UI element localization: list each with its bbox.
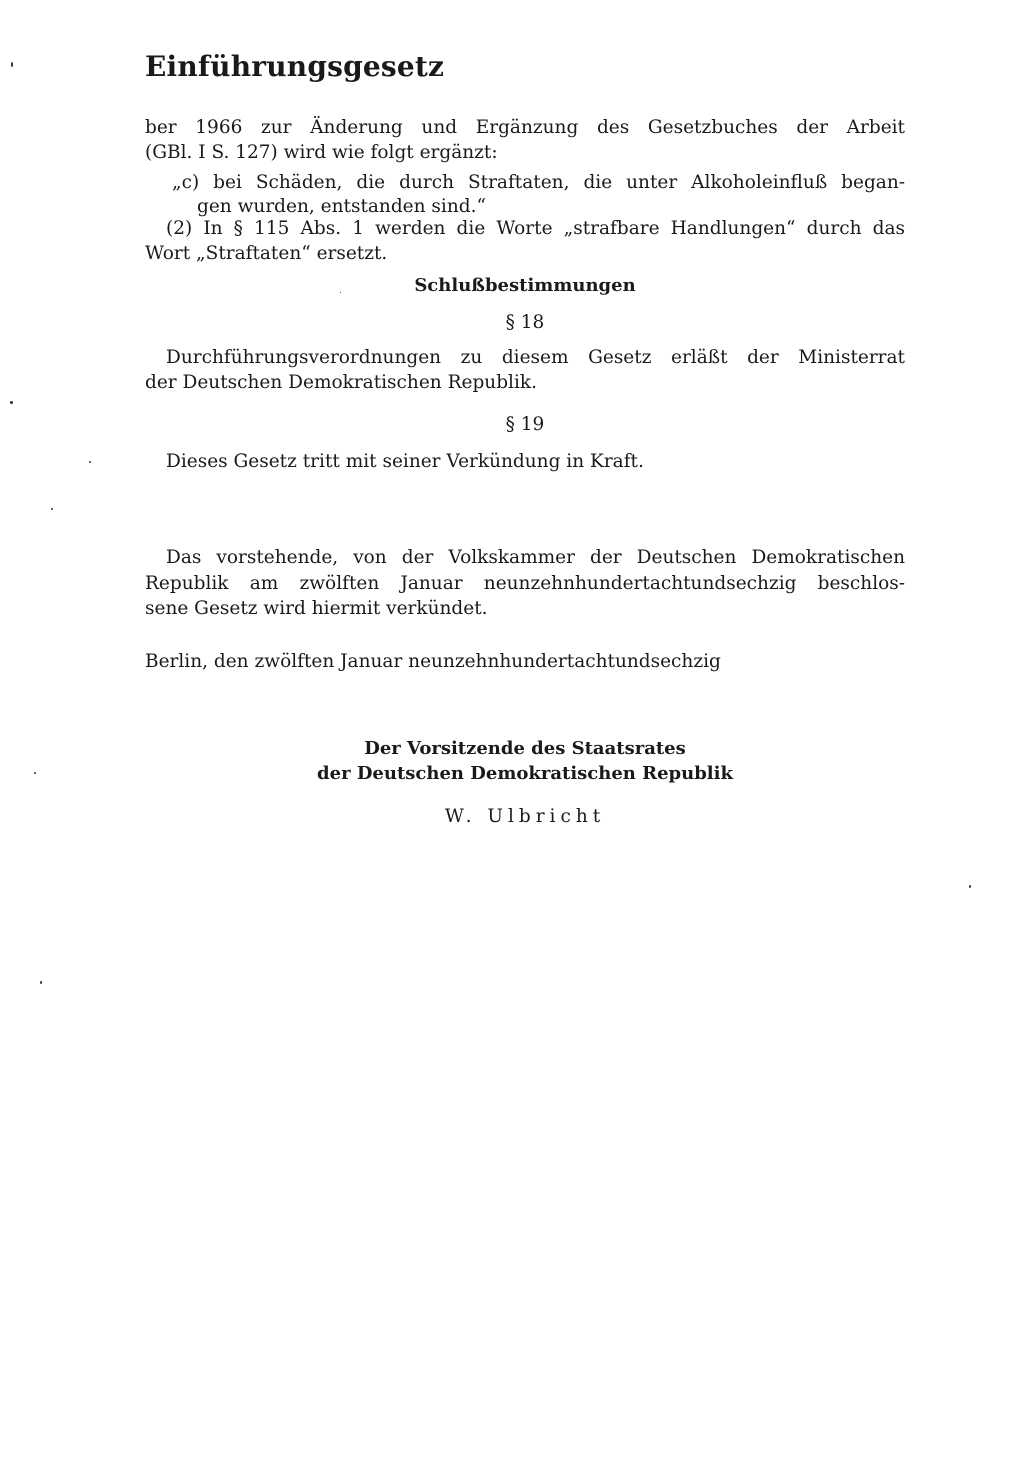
scan-speck — [51, 508, 53, 510]
section-18-line-2: der Deutschen Demokratischen Republik. — [145, 372, 537, 393]
promulgation-line-2: Republik am zwölften Januar neunzehnhundertachtundsechzig beschlos- — [145, 573, 905, 594]
scan-speck — [89, 461, 91, 463]
section-heading-final-provisions: Schlußbestimmungen — [414, 275, 636, 296]
scan-speck — [340, 292, 341, 293]
promulgation-line-3: sene Gesetz wird hiermit verkündet. — [145, 598, 488, 619]
signatory-title-line-2: der Deutschen Demokratischen Republik — [317, 763, 733, 784]
page-header-title: Einführungsgesetz — [145, 50, 445, 83]
amendment-line-2: (GBl. I S. 127) wird wie folgt ergänzt: — [145, 142, 498, 163]
scan-speck — [969, 885, 971, 888]
scan-speck — [40, 981, 42, 984]
scan-speck — [10, 401, 13, 404]
place-and-date: Berlin, den zwölften Januar neunzehnhundertachtundsechzig — [145, 651, 721, 672]
signatory-title-line-1: Der Vorsitzende des Staatsrates — [364, 738, 686, 759]
quote-line-2: gen wurden, entstanden sind.“ — [197, 196, 486, 217]
signatory-name: W. Ulbricht — [444, 806, 606, 827]
section-18-heading: § 18 — [505, 312, 545, 333]
promulgation-line-1: Das vorstehende, von der Volkskammer der Deutschen Demokratischen — [166, 547, 905, 568]
section-18-line-1: Durchführungsverordnungen zu diesem Gesetz erläßt der Ministerrat — [166, 347, 905, 368]
section-19-text: Dieses Gesetz tritt mit seiner Verkündung in Kraft. — [166, 451, 644, 472]
scan-speck — [11, 62, 13, 67]
amendment-line-1: ber 1966 zur Änderung und Ergänzung des Gesetzbuches der Arbeit — [145, 117, 905, 138]
paragraph-2-line-1: (2) In § 115 Abs. 1 werden die Worte „strafbare Handlungen“ durch das — [166, 218, 905, 239]
quote-line-1: „c) bei Schäden, die durch Straftaten, die unter Alkoholeinfluß began- — [172, 172, 905, 193]
section-19-heading: § 19 — [505, 414, 545, 435]
scan-speck — [34, 772, 36, 774]
paragraph-2-line-2: Wort „Straftaten“ ersetzt. — [145, 243, 388, 264]
